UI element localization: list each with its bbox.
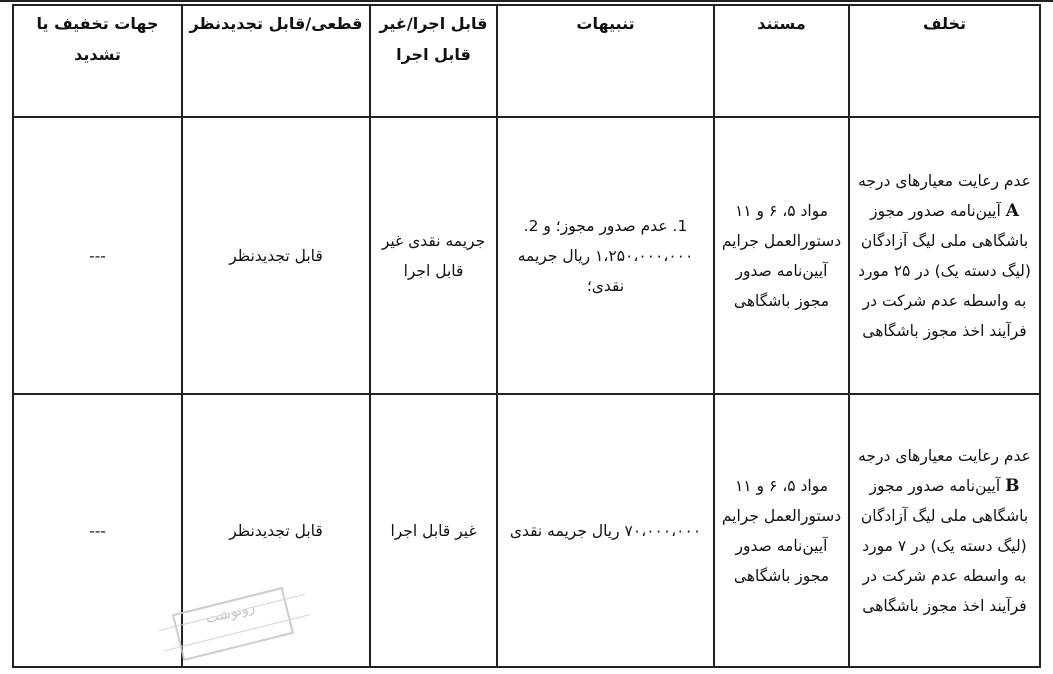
table-row bbox=[13, 117, 1040, 394]
header-penalties: تنبیهات bbox=[497, 5, 714, 117]
header-basis: مستند bbox=[714, 5, 849, 117]
cell-mitigation: --- bbox=[13, 394, 182, 667]
cell-penalties: 1. عدم صدور مجوز؛ و 2. ۱،۲۵۰،۰۰۰،۰۰۰ ریال جریمه نقدی؛ bbox=[497, 117, 714, 394]
cell-violation bbox=[849, 394, 1040, 667]
stamp-text: رونوشت bbox=[204, 599, 257, 628]
cell-mitigation: --- bbox=[13, 117, 182, 394]
table-header-row bbox=[13, 5, 1040, 117]
violation-grade: B bbox=[1005, 475, 1020, 496]
header-enforceable: قابل اجرا/غیر قابل اجرا bbox=[370, 5, 497, 117]
table-row bbox=[13, 394, 1040, 667]
cell-basis: مواد ۵، ۶ و ۱۱ دستورالعمل جرایم آیین‌نامه صدور مجوز باشگاهی bbox=[714, 117, 849, 394]
cell-basis: مواد ۵، ۶ و ۱۱ دستورالعمل جرایم آیین‌نامه صدور مجوز باشگاهی bbox=[714, 394, 849, 667]
cell-final-reviewable: قابل تجدیدنظر bbox=[182, 394, 370, 667]
header-final-reviewable: قطعی/قابل تجدیدنظر bbox=[182, 5, 370, 117]
violation-grade: A bbox=[1005, 200, 1019, 221]
violations-table bbox=[12, 4, 1041, 668]
cell-enforceable: غیر قابل اجرا bbox=[370, 394, 497, 667]
violation-text-before: عدم رعایت معیارهای درجه bbox=[858, 171, 1031, 190]
cell-enforceable: جریمه نقدی غیر قابل اجرا bbox=[370, 117, 497, 394]
violation-text-before: عدم رعایت معیارهای درجه bbox=[858, 446, 1031, 465]
violation-text-after: آیین‌نامه صدور مجوز باشگاهی ملی لیگ آزادگان (لیگ دسته یک) در ۲۵ مورد به واسطه عدم شرکت در فرآیند اخذ مجوز باشگاهی bbox=[858, 201, 1031, 340]
violation-text-after: آیین‌نامه صدور مجوز باشگاهی ملی لیگ آزادگان (لیگ دسته یک) در ۷ مورد به واسطه عدم شرکت در فرآیند اخذ مجوز باشگاهی bbox=[860, 476, 1029, 615]
cell-final-reviewable: قابل تجدیدنظر bbox=[182, 117, 370, 394]
cell-violation bbox=[849, 117, 1040, 394]
cell-penalties: ۷۰،۰۰۰،۰۰۰ ریال جریمه نقدی bbox=[497, 394, 714, 667]
header-mitigation: جهات تخفیف یا تشدید bbox=[13, 5, 182, 117]
header-violation: تخلف bbox=[849, 5, 1040, 117]
